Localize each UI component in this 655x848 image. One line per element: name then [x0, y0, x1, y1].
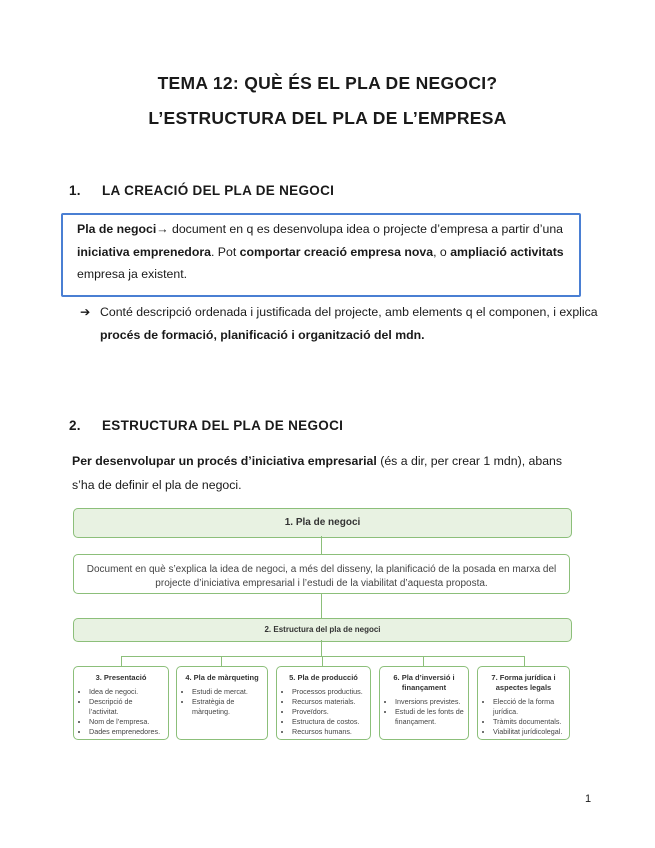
definition-bold-3: ampliació activitats: [450, 244, 564, 259]
box-title: 3. Presentació: [95, 673, 147, 682]
section2-paragraph-bold: Per desenvolupar un procés d’iniciativa empresarial: [72, 454, 377, 468]
definition-text-4: empresa ja existent.: [77, 267, 188, 281]
section2-heading: [69, 418, 343, 433]
diagram-connector: [322, 656, 323, 666]
box-item: • Descripció de l’activitat.: [89, 697, 164, 717]
document-title-line1: TEMA 12: QUÈ ÉS EL PLA DE NEGOCI?: [157, 73, 498, 93]
diagram-description: Document en què s’explica la idea de negoci, a més del disseny, la planificació de la posada en marxa del projecte d’iniciativa empresarial i l’estudi de la viabilitat d’aquesta proposta.: [73, 554, 570, 594]
section1-heading: [69, 183, 334, 198]
section2-paragraph: [72, 449, 577, 497]
definition-bold-1: iniciativa emprenedora: [77, 244, 211, 259]
diagram-connector: [221, 656, 222, 666]
box-item: • Viabilitat jurídicolegal.: [493, 727, 565, 737]
box-item: • Elecció de la forma jurídica.: [493, 697, 565, 717]
box-item: • Dades emprenedores.: [89, 727, 164, 737]
definition-arrow: →: [156, 222, 169, 236]
section1-title: LA CREACIÓ DEL PLA DE NEGOCI: [102, 183, 335, 198]
definition-text-3: , o: [433, 244, 451, 259]
box-title: 7. Forma jurídica i aspectes legals: [491, 673, 556, 692]
diagram-box-legal: [477, 666, 570, 740]
diagram-connector: [524, 656, 525, 666]
box-item: • Inversions previstes.: [395, 697, 464, 707]
definition-term: Pla de negoci: [77, 222, 157, 236]
box-title: 5. Pla de producció: [289, 673, 358, 682]
box-item: • Recursos humans.: [292, 727, 366, 737]
box-item: • Estructura de costos.: [292, 717, 366, 727]
box-title: 6. Pla d’inversió i finançament: [393, 673, 455, 692]
diagram-connector: [321, 594, 322, 618]
diagram-box-production: [276, 666, 371, 740]
diagram-box-investment: [379, 666, 469, 740]
definition-text-2: . Pot: [210, 244, 240, 259]
section2-paragraph-rest: (és a dir, per crear 1 mdn), abans s’ha de definir el pla de negoci.: [72, 454, 563, 492]
diagram-connector: [423, 656, 424, 666]
diagram-structure-title: 2. Estructura del pla de negoci: [73, 618, 572, 642]
box-item: • Nom de l’empresa.: [89, 717, 164, 727]
diagram-box-presentation: [73, 666, 169, 740]
box-item: • Recursos materials.: [292, 697, 366, 707]
diagram-box-marketing: [176, 666, 268, 740]
box-item: • Idea de negoci.: [89, 687, 164, 697]
diagram-connector: [321, 640, 322, 656]
arrow-bullet-icon: ➔: [80, 305, 91, 319]
diagram-plan-title: 1. Pla de negoci: [73, 508, 572, 538]
diagram-connector: [321, 536, 322, 554]
document-title-line2: L’ESTRUCTURA DEL PLA DE L’EMPRESA: [148, 108, 507, 128]
definition-text-1: document en q es desenvolupa idea o projecte d’empresa a partir d’una: [168, 222, 564, 236]
box-item: • Estratègia de màrqueting.: [192, 697, 263, 717]
box-item: • Tràmits documentals.: [493, 717, 565, 727]
section2-number: 2.: [69, 418, 81, 433]
bullet-text: Conté descripció ordenada i justificada del projecte, amb elements q el componen, i explica: [100, 305, 598, 319]
box-item: • Processos productius.: [292, 687, 366, 697]
box-title: 4. Pla de màrqueting: [185, 673, 259, 682]
section1-bullet: [80, 301, 605, 347]
section1-number: 1.: [69, 183, 81, 198]
diagram-connector: [121, 656, 122, 666]
definition-box: [61, 213, 581, 297]
box-item: • Estudi de les fonts de finançament.: [395, 707, 464, 727]
box-item: • Estudi de mercat.: [192, 687, 263, 697]
box-item: • Proveïdors.: [292, 707, 366, 717]
section2-title: ESTRUCTURA DEL PLA DE NEGOCI: [102, 418, 344, 433]
definition-bold-2: comportar creació empresa nova: [239, 244, 434, 259]
page-number: 1: [585, 793, 592, 805]
bullet-bold: procés de formació, planificació i organització del mdn.: [100, 328, 425, 342]
